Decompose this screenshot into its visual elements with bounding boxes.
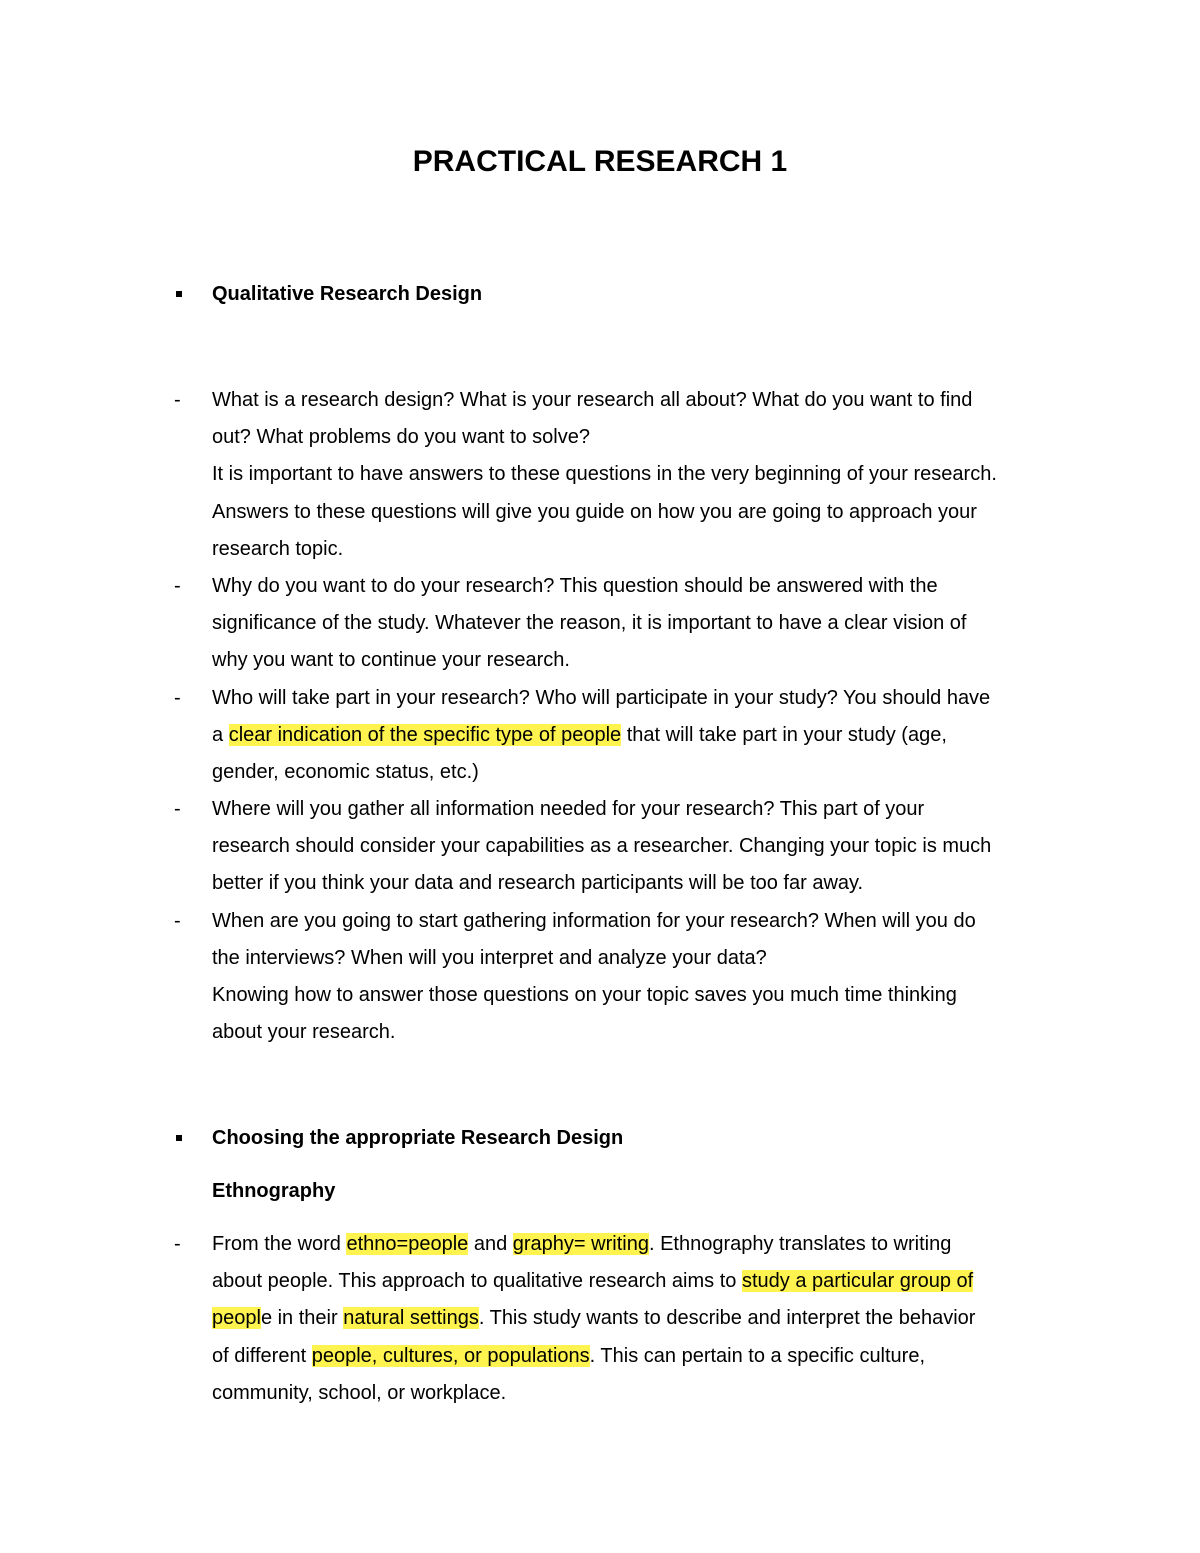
highlight: people, cultures, or populations <box>311 1344 590 1367</box>
document-page: PRACTICAL RESEARCH 1 Qualitative Research Design - What is a research design? What is your research all about? What do you want to find out? What problems do you want to solve? It is important to have answers to these questions in the very beginning of your research. Answers to these questions will give you guide on how you are going to approach your research topic. - Why do you want to do your research? This question should be answered with the significance of the study. Whatever the reason, it is important to have a clear vision of why you want to continue your research. - Who will take part in your research? Who will participate in your study? You should have a clear indication of the specific type of people that will take part in your study (age, gender, economic status, etc.) - Where will you gather all information needed for your research? This part of your research should consider your capabilities as a researcher. Changing your topic is much better if you think your data and research participants will be too far away. - When are you going to start gathering information for your research? When will you do the interviews? When will you interpret and analyze your data? Knowing how to answer those questions on your topic saves you much time thinking about your research. Choosing the appropriate Research Design Ethnography - From the word ethno=people and graphy= writing. Ethnography translates to writing about people. This approach to qualitative research aims to study a particular group of people in their natural settings. This study wants to describe and interpret the behavior of different people, cultures, or populations. This can pertain to a specific culture, community, school, or workplace. <box>0 0 1200 1553</box>
subheading-ethnography: Ethnography <box>212 1180 336 1202</box>
square-bullet-icon <box>176 1135 182 1141</box>
section2-list: - From the word ethno=people and graphy= writing. Ethnography translates to writing about people. This approach to qualitative research aims to study a particular group of people in their natural settings. This study wants to describe and interpret the behavior of different people, cultures, or populations. This can pertain to a specific culture, community, school, or workplace. <box>172 1230 1092 1416</box>
list-item: - What is a research design? What is your research all about? What do you want to find <box>174 389 973 411</box>
highlight: natural settings <box>343 1307 479 1330</box>
section1-list: - What is a research design? What is your research all about? What do you want to find out? What problems do you want to solve? It is important to have answers to these questions in the very beginning of your research. Answers to these questions will give you guide on how you are going to approach your research topic. - Why do you want to do your research? This question should be answered with the significance of the study. Whatever the reason, it is important to have a clear vision of why you want to continue your research. - Who will take part in your research? Who will participate in your study? You should have a clear indication of the specific type of people that will take part in your study (age, gender, economic status, etc.) - Where will you gather all information needed for your research? This part of your research should consider your capabilities as a researcher. Changing your topic is much better if you think your data and research participants will be too far away. - When are you going to start gathering information for your research? When will you do the interviews? When will you interpret and analyze your data? Knowing how to answer those questions on your topic saves you much time thinking about your research. <box>172 386 1092 1055</box>
highlight: graphy= writing <box>512 1233 649 1255</box>
list-item: - Where will you gather all information needed for your research? This part of your <box>174 798 925 821</box>
list-item: - When are you going to start gathering information for your research? When will you do <box>174 909 976 932</box>
list-item: - From the word ethno=people and graphy= writing. Ethnography translates to writing <box>174 1233 952 1255</box>
list-item: - Why do you want to do your research? This question should be answered with the <box>174 574 938 597</box>
highlight: peopl <box>212 1307 261 1330</box>
page-title: PRACTICAL RESEARCH 1 <box>412 145 788 178</box>
list-item: - Who will take part in your research? Who will participate in your study? You should have <box>174 686 991 709</box>
highlight: ethno=people <box>346 1233 469 1255</box>
square-bullet-icon <box>176 291 182 297</box>
highlight: study a particular group of <box>741 1270 974 1293</box>
highlight: clear indication of the specific type of people <box>228 723 622 746</box>
